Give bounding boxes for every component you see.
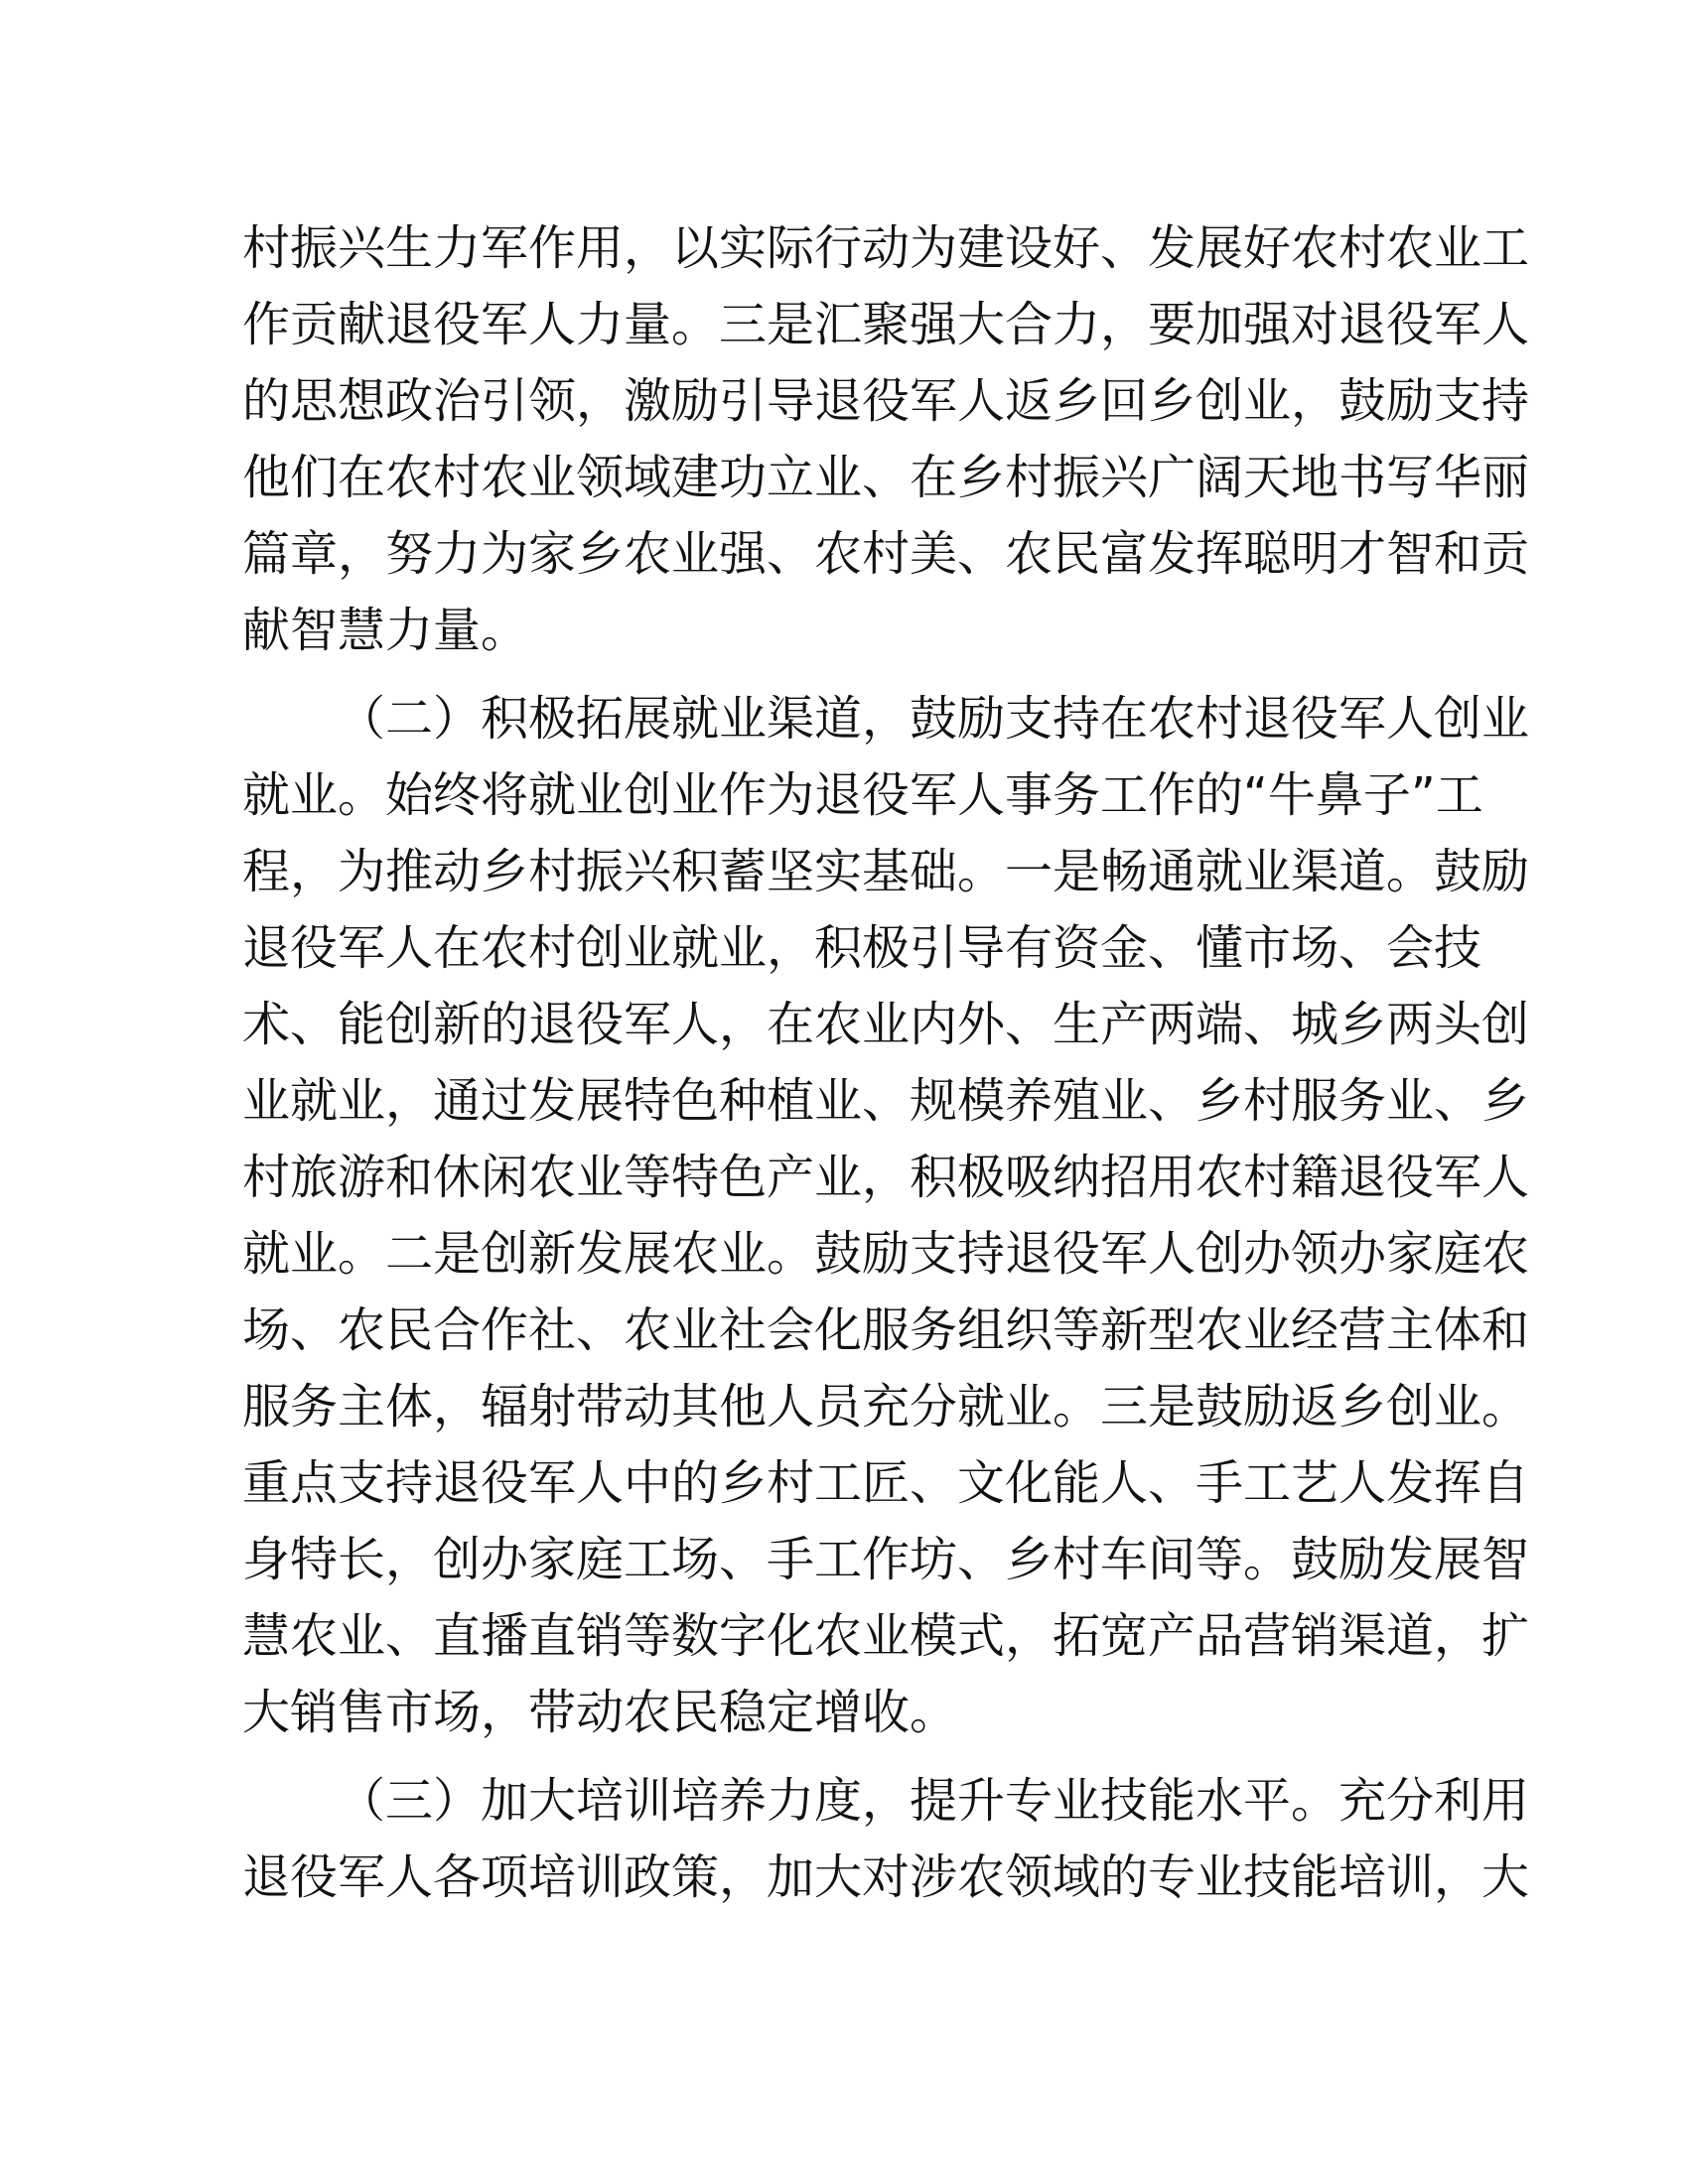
text-line: 身特长，创办家庭工场、手工作坊、乡村车间等。鼓励发展智 xyxy=(242,1532,1530,1587)
text-line: 慧农业、直播直销等数字化农业模式，拓宽产品营销渠道，扩 xyxy=(242,1608,1530,1664)
document-page xyxy=(242,210,1530,1916)
text-line: 村振兴生力军作用，以实际行动为建设好、发展好农村农业工 xyxy=(242,220,1530,276)
text-line: 他们在农村农业领域建功立业、在乡村振兴广阔天地书写华丽 xyxy=(242,450,1530,505)
text-line: 就业。二是创新发展农业。鼓励支持退役军人创办领办家庭农 xyxy=(242,1226,1530,1282)
text-line: 的思想政治引领，激励引导退役军人返乡回乡创业，鼓励支持 xyxy=(242,373,1530,429)
text-line: 退役军人各项培训政策，加大对涉农领域的专业技能培训，大 xyxy=(242,1849,1530,1905)
text-line: 村旅游和休闲农业等特色产业，积极吸纳招用农村籍退役军人 xyxy=(242,1150,1530,1205)
text-line: 就业。始终将就业创业作为退役军人事务工作的“牛鼻子”工 xyxy=(242,767,1483,823)
text-line: 篇章，努力为家乡农业强、农村美、农民富发挥聪明才智和贡 xyxy=(242,526,1530,582)
text-line: 服务主体，辐射带动其他人员充分就业。三是鼓励返乡创业。 xyxy=(242,1379,1530,1434)
text-line: 退役军人在农村创业就业，积极引导有资金、懂市场、会技 xyxy=(242,920,1482,976)
text-line: 作贡献退役军人力量。三是汇聚强大合力，要加强对退役军人 xyxy=(242,297,1530,352)
text-line: 术、能创新的退役军人，在农业内外、生产两端、城乡两头创 xyxy=(242,997,1530,1052)
text-line: 程，为推动乡村振兴积蓄坚实基础。一是畅通就业渠道。鼓励 xyxy=(242,844,1530,899)
text-line: 业就业，通过发展特色种植业、规模养殖业、乡村服务业、乡 xyxy=(242,1073,1530,1129)
text-line: 重点支持退役军人中的乡村工匠、文化能人、手工艺人发挥自 xyxy=(242,1455,1530,1511)
text-line: （二）积极拓展就业渠道，鼓励支持在农村退役军人创业 xyxy=(338,691,1530,747)
text-line: 献智慧力量。 xyxy=(242,603,529,658)
paragraph-3 xyxy=(242,1763,1530,1916)
text-line: 大销售市场，带动农民稳定增收。 xyxy=(242,1685,958,1740)
text-line: 场、农民合作社、农业社会化服务组织等新型农业经营主体和 xyxy=(242,1302,1530,1358)
text-line: （三）加大培训培养力度，提升专业技能水平。充分利用 xyxy=(338,1773,1530,1829)
paragraph-1 xyxy=(242,210,1530,669)
paragraph-2 xyxy=(242,681,1530,1751)
